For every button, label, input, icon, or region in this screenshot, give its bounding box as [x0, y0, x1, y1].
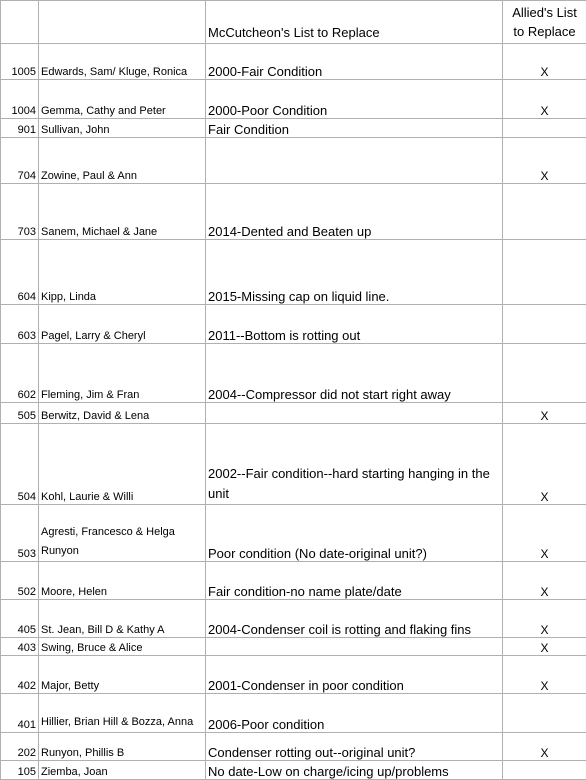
unit-cell[interactable]: 603 [1, 305, 39, 344]
allied-cell[interactable] [503, 184, 586, 240]
allied-cell[interactable]: X [503, 424, 586, 505]
name-cell[interactable]: Kohl, Laurie & Willi [39, 424, 206, 505]
allied-cell[interactable]: X [503, 656, 586, 694]
table-row [1, 240, 586, 305]
table-row [1, 656, 586, 694]
mccutcheon-cell[interactable] [206, 638, 503, 656]
mccutcheon-cell[interactable]: 2002--Fair condition--hard starting hanging in the unit [206, 424, 503, 505]
table-row [1, 44, 586, 80]
name-cell[interactable]: Zowine, Paul & Ann [39, 138, 206, 184]
name-cell[interactable]: Hillier, Brian Hill & Bozza, Anna [39, 694, 206, 733]
unit-cell[interactable]: 901 [1, 119, 39, 138]
name-cell[interactable]: Runyon, Phillis B [39, 733, 206, 761]
unit-cell[interactable]: 405 [1, 600, 39, 638]
unit-cell[interactable]: 105 [1, 761, 39, 780]
table-row [1, 424, 586, 505]
allied-cell[interactable]: X [503, 138, 586, 184]
unit-cell[interactable]: 503 [1, 505, 39, 562]
name-cell[interactable]: Ziemba, Joan [39, 761, 206, 780]
name-cell[interactable]: Pagel, Larry & Cheryl [39, 305, 206, 344]
mccutcheon-cell[interactable]: 2004-Condenser coil is rotting and flaking fins [206, 600, 503, 638]
header-unit[interactable] [1, 1, 39, 44]
table-row [1, 694, 586, 733]
unit-cell[interactable]: 403 [1, 638, 39, 656]
mccutcheon-cell[interactable] [206, 403, 503, 424]
header-allied[interactable]: Allied's List to Replace [503, 1, 586, 44]
name-cell[interactable]: Gemma, Cathy and Peter [39, 80, 206, 119]
allied-cell[interactable] [503, 240, 586, 305]
header-mccutcheon[interactable]: McCutcheon's List to Replace [206, 1, 503, 44]
table-row [1, 600, 586, 638]
table-row [1, 761, 586, 780]
mccutcheon-cell[interactable]: Fair Condition [206, 119, 503, 138]
allied-cell[interactable] [503, 119, 586, 138]
name-cell[interactable]: Edwards, Sam/ Kluge, Ronica [39, 44, 206, 80]
unit-cell[interactable]: 202 [1, 733, 39, 761]
mccutcheon-cell[interactable]: 2011--Bottom is rotting out [206, 305, 503, 344]
name-cell[interactable]: Agresti, Francesco & Helga Runyon [39, 505, 206, 562]
unit-cell[interactable]: 703 [1, 184, 39, 240]
table-row [1, 344, 586, 403]
table-row [1, 562, 586, 600]
unit-cell[interactable]: 602 [1, 344, 39, 403]
unit-cell[interactable]: 1004 [1, 80, 39, 119]
header-row [1, 1, 586, 44]
name-cell[interactable]: Sanem, Michael & Jane [39, 184, 206, 240]
mccutcheon-cell[interactable]: 2000-Fair Condition [206, 44, 503, 80]
allied-cell[interactable] [503, 344, 586, 403]
table-row [1, 138, 586, 184]
mccutcheon-cell[interactable] [206, 138, 503, 184]
allied-cell[interactable]: X [503, 44, 586, 80]
table-row [1, 305, 586, 344]
mccutcheon-cell[interactable]: Fair condition-no name plate/date [206, 562, 503, 600]
allied-cell[interactable]: X [503, 600, 586, 638]
unit-cell[interactable]: 505 [1, 403, 39, 424]
mccutcheon-cell[interactable]: 2004--Compressor did not start right away [206, 344, 503, 403]
allied-cell[interactable]: X [503, 80, 586, 119]
table-row [1, 403, 586, 424]
mccutcheon-cell[interactable]: 2001-Condenser in poor condition [206, 656, 503, 694]
name-cell[interactable]: Kipp, Linda [39, 240, 206, 305]
name-cell[interactable]: Major, Betty [39, 656, 206, 694]
mccutcheon-cell[interactable]: 2014-Dented and Beaten up [206, 184, 503, 240]
allied-cell[interactable]: X [503, 403, 586, 424]
unit-cell[interactable]: 704 [1, 138, 39, 184]
allied-cell[interactable] [503, 305, 586, 344]
table-row [1, 80, 586, 119]
unit-cell[interactable]: 604 [1, 240, 39, 305]
allied-cell[interactable]: X [503, 733, 586, 761]
allied-cell[interactable]: X [503, 505, 586, 562]
mccutcheon-cell[interactable]: No date-Low on charge/icing up/problems [206, 761, 503, 780]
mccutcheon-cell[interactable]: 2006-Poor condition [206, 694, 503, 733]
unit-cell[interactable]: 502 [1, 562, 39, 600]
unit-cell[interactable]: 504 [1, 424, 39, 505]
table-row [1, 638, 586, 656]
mccutcheon-cell[interactable]: Poor condition (No date-original unit?) [206, 505, 503, 562]
mccutcheon-cell[interactable]: 2000-Poor Condition [206, 80, 503, 119]
mccutcheon-cell[interactable]: Condenser rotting out--original unit? [206, 733, 503, 761]
name-cell[interactable]: Berwitz, David & Lena [39, 403, 206, 424]
name-cell[interactable]: St. Jean, Bill D & Kathy A [39, 600, 206, 638]
mccutcheon-cell[interactable]: 2015-Missing cap on liquid line. [206, 240, 503, 305]
allied-cell[interactable]: X [503, 562, 586, 600]
table-row [1, 119, 586, 138]
allied-cell[interactable]: X [503, 638, 586, 656]
table-row [1, 184, 586, 240]
unit-cell[interactable]: 401 [1, 694, 39, 733]
name-cell[interactable]: Moore, Helen [39, 562, 206, 600]
header-name[interactable] [39, 1, 206, 44]
table-row [1, 733, 586, 761]
allied-cell[interactable] [503, 761, 586, 780]
name-cell[interactable]: Sullivan, John [39, 119, 206, 138]
unit-cell[interactable]: 1005 [1, 44, 39, 80]
unit-cell[interactable]: 402 [1, 656, 39, 694]
name-cell[interactable]: Fleming, Jim & Fran [39, 344, 206, 403]
allied-cell[interactable] [503, 694, 586, 733]
table-row [1, 505, 586, 562]
name-cell[interactable]: Swing, Bruce & Alice [39, 638, 206, 656]
